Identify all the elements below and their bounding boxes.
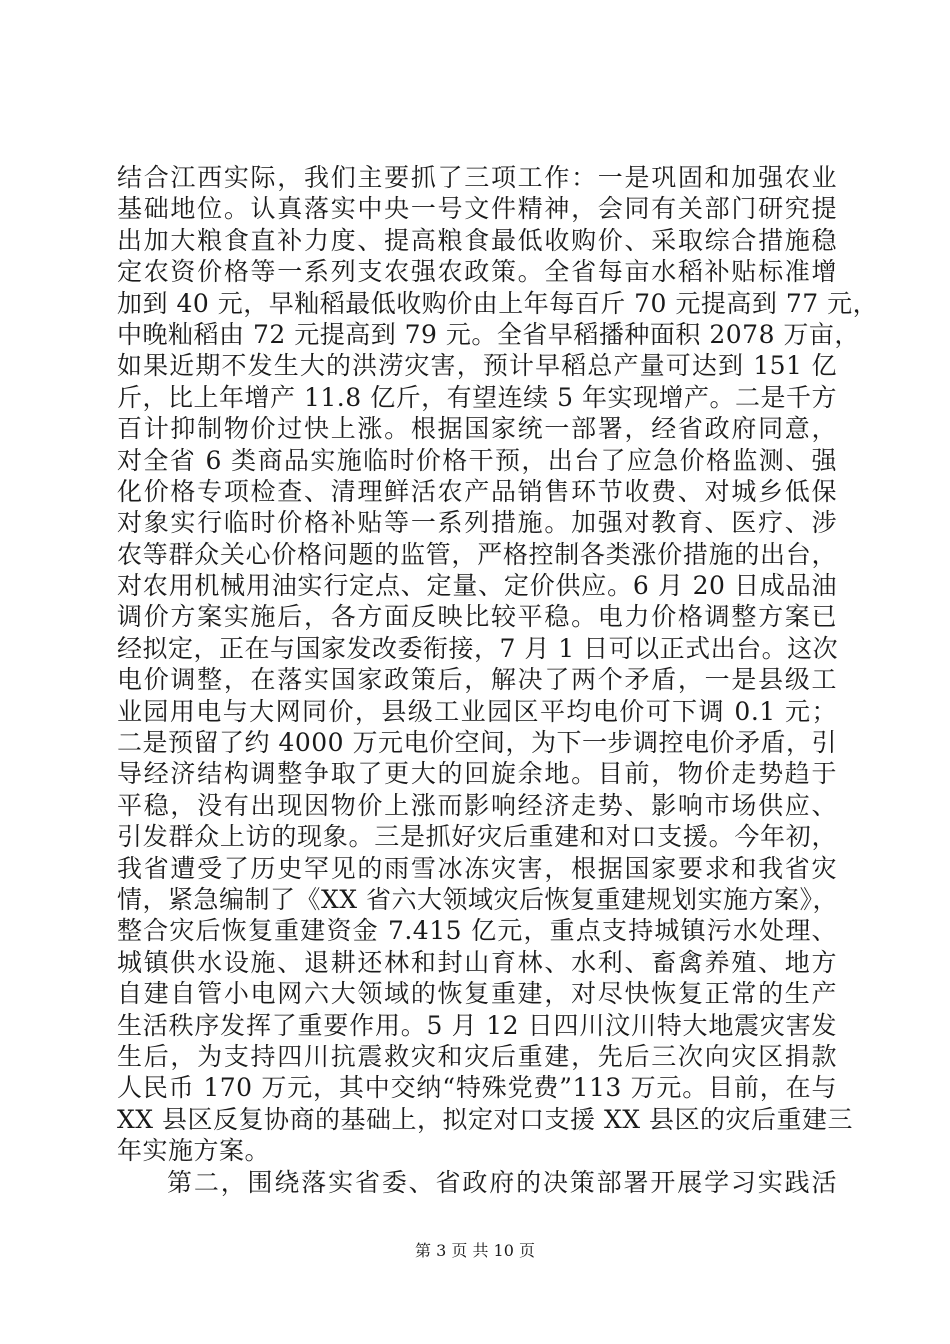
text-line: 基础地位。认真落实中央一号文件精神，会同有关部门研究提 bbox=[117, 194, 837, 224]
text-line: 中晚籼稻由 72 元提高到 79 元。全省早稻播种面积 2078 万亩， bbox=[117, 319, 860, 349]
text-line: 斤，比上年增产 11.8 亿斤，有望连续 5 年实现增产。二是千方 bbox=[117, 382, 837, 412]
text-line: 电价调整，在落实国家政策后，解决了两个矛盾，一是县级工 bbox=[117, 665, 837, 695]
text-line: 对象实行临时价格补贴等一系列措施。加强对教育、医疗、涉 bbox=[117, 508, 837, 538]
text-line: XX 县区反复协商的基础上，拟定对口支援 XX 县区的灾后重建三 bbox=[117, 1104, 854, 1134]
text-line: 整合灾后恢复重建资金 7.415 亿元，重点支持城镇污水处理、 bbox=[117, 916, 837, 946]
text-line: 农等群众关心价格问题的监管，严格控制各类涨价措施的出台， bbox=[117, 539, 837, 569]
text-line: 对农用机械用油实行定点、定量、定价供应。6 月 20 日成品油 bbox=[117, 571, 837, 601]
page-number-footer: 第 3 页 共 10 页 bbox=[415, 1241, 535, 1260]
text-line: 城镇供水设施、退耕还林和封山育林、水利、畜禽养殖、地方 bbox=[117, 947, 837, 977]
text-line: 自建自管小电网六大领域的恢复重建，对尽快恢复正常的生产 bbox=[117, 979, 837, 1009]
text-line: 调价方案实施后，各方面反映比较平稳。电力价格调整方案已 bbox=[117, 602, 837, 632]
text-line: 生后，为支持四川抗震救灾和灾后重建，先后三次向灾区捐款 bbox=[117, 1041, 837, 1071]
text-line: 对全省 6 类商品实施临时价格干预，出台了应急价格监测、强 bbox=[117, 445, 837, 475]
text-line: 业园用电与大网同价，县级工业园区平均电价可下调 0.1 元； bbox=[117, 696, 837, 726]
text-line: 二是预留了约 4000 万元电价空间，为下一步调控电价矛盾，引 bbox=[117, 728, 838, 758]
text-line: 生活秩序发挥了重要作用。5 月 12 日四川汶川特大地震灾害发 bbox=[117, 1010, 837, 1040]
text-line: 出加大粮食直补力度、提高粮食最低收购价、采取综合措施稳 bbox=[117, 225, 837, 255]
text-line: 化价格专项检查、清理鲜活农产品销售环节收费、对城乡低保 bbox=[117, 476, 837, 506]
paragraph-start-line: 第二，围绕落实省委、省政府的决策部署开展学习实践活 bbox=[167, 1167, 837, 1197]
body-text bbox=[117, 162, 879, 1198]
text-line: 百计抑制物价过快上涨。根据国家统一部署，经省政府同意， bbox=[117, 414, 837, 444]
text-line: 经拟定，正在与国家发改委衔接，7 月 1 日可以正式出台。这次 bbox=[117, 633, 839, 663]
text-line: 平稳，没有出现因物价上涨而影响经济走势、影响市场供应、 bbox=[117, 790, 837, 820]
text-line: 情，紧急编制了《XX 省六大领域灾后恢复重建规划实施方案》， bbox=[117, 884, 839, 914]
text-line: 结合江西实际，我们主要抓了三项工作：一是巩固和加强农业 bbox=[117, 163, 837, 192]
text-line: 我省遭受了历史罕见的雨雪冰冻灾害，根据国家要求和我省灾 bbox=[117, 853, 837, 883]
text-line: 定农资价格等一系列支农强农政策。全省每亩水稻补贴标准增 bbox=[117, 257, 837, 287]
text-line: 如果近期不发生大的洪涝灾害，预计早稻总产量可达到 151 亿 bbox=[117, 351, 837, 381]
text-line: 导经济结构调整争取了更大的回旋余地。目前，物价走势趋于 bbox=[117, 759, 837, 789]
text-line: 人民币 170 万元，其中交纳“特殊党费”113 万元。目前，在与 bbox=[117, 1073, 837, 1103]
text-line: 引发群众上访的现象。三是抓好灾后重建和对口支援。今年初， bbox=[117, 822, 837, 852]
text-line: 加到 40 元，早籼稻最低收购价由上年每百斤 70 元提高到 77 元， bbox=[117, 288, 879, 318]
paragraph-end-line: 年实施方案。 bbox=[117, 1136, 271, 1166]
